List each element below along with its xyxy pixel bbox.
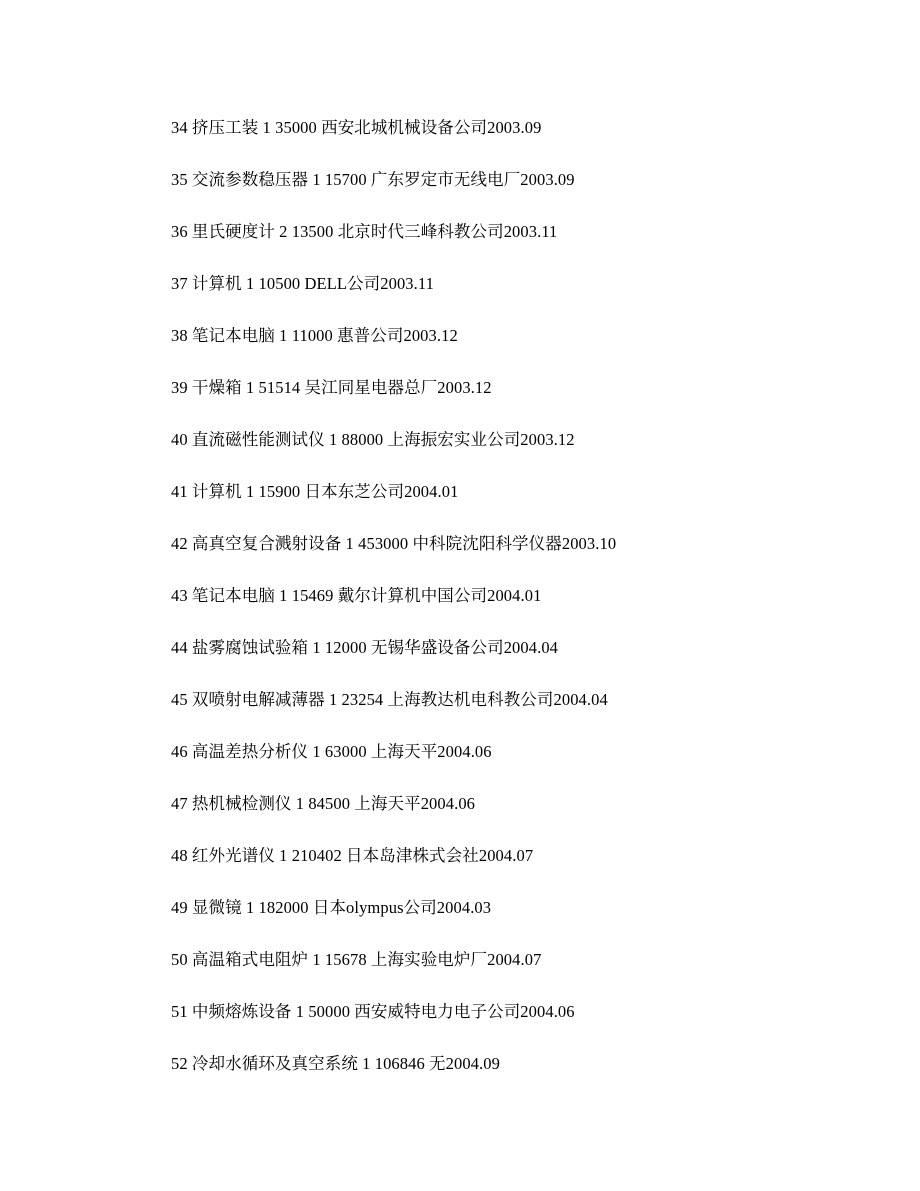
list-item: 39 干燥箱 1 51514 吴江同星电器总厂2003.12 (171, 378, 492, 397)
list-item: 45 双喷射电解减薄器 1 23254 上海教达机电科教公司2004.04 (171, 690, 608, 709)
equipment-list (171, 114, 616, 1102)
list-item: 36 里氏硬度计 2 13500 北京时代三峰科教公司2003.11 (171, 222, 558, 241)
list-item: 51 中频熔炼设备 1 50000 西安威特电力电子公司2004.06 (171, 1002, 575, 1021)
list-item: 44 盐雾腐蚀试验箱 1 12000 无锡华盛设备公司2004.04 (171, 638, 559, 657)
list-item: 37 计算机 1 10500 DELL公司2003.11 (171, 274, 434, 293)
list-item: 35 交流参数稳压器 1 15700 广东罗定市无线电厂2003.09 (171, 170, 575, 189)
list-item: 43 笔记本电脑 1 15469 戴尔计算机中国公司2004.01 (171, 586, 542, 605)
list-item: 40 直流磁性能测试仪 1 88000 上海振宏实业公司2003.12 (171, 430, 575, 449)
list-item: 38 笔记本电脑 1 11000 惠普公司2003.12 (171, 326, 458, 345)
list-item: 49 显微镜 1 182000 日本olympus公司2004.03 (171, 898, 492, 917)
list-item: 41 计算机 1 15900 日本东芝公司2004.01 (171, 482, 459, 501)
list-item: 42 高真空复合溅射设备 1 453000 中科院沈阳科学仪器2003.10 (171, 534, 617, 553)
list-item: 46 高温差热分析仪 1 63000 上海天平2004.06 (171, 742, 492, 761)
list-item: 50 高温箱式电阻炉 1 15678 上海实验电炉厂2004.07 (171, 950, 542, 969)
list-item: 34 挤压工装 1 35000 西安北城机械设备公司2003.09 (171, 118, 542, 137)
list-item: 48 红外光谱仪 1 210402 日本岛津株式会社2004.07 (171, 846, 534, 865)
list-item: 52 冷却水循环及真空系统 1 106846 无2004.09 (171, 1054, 500, 1073)
list-item: 47 热机械检测仪 1 84500 上海天平2004.06 (171, 794, 476, 813)
